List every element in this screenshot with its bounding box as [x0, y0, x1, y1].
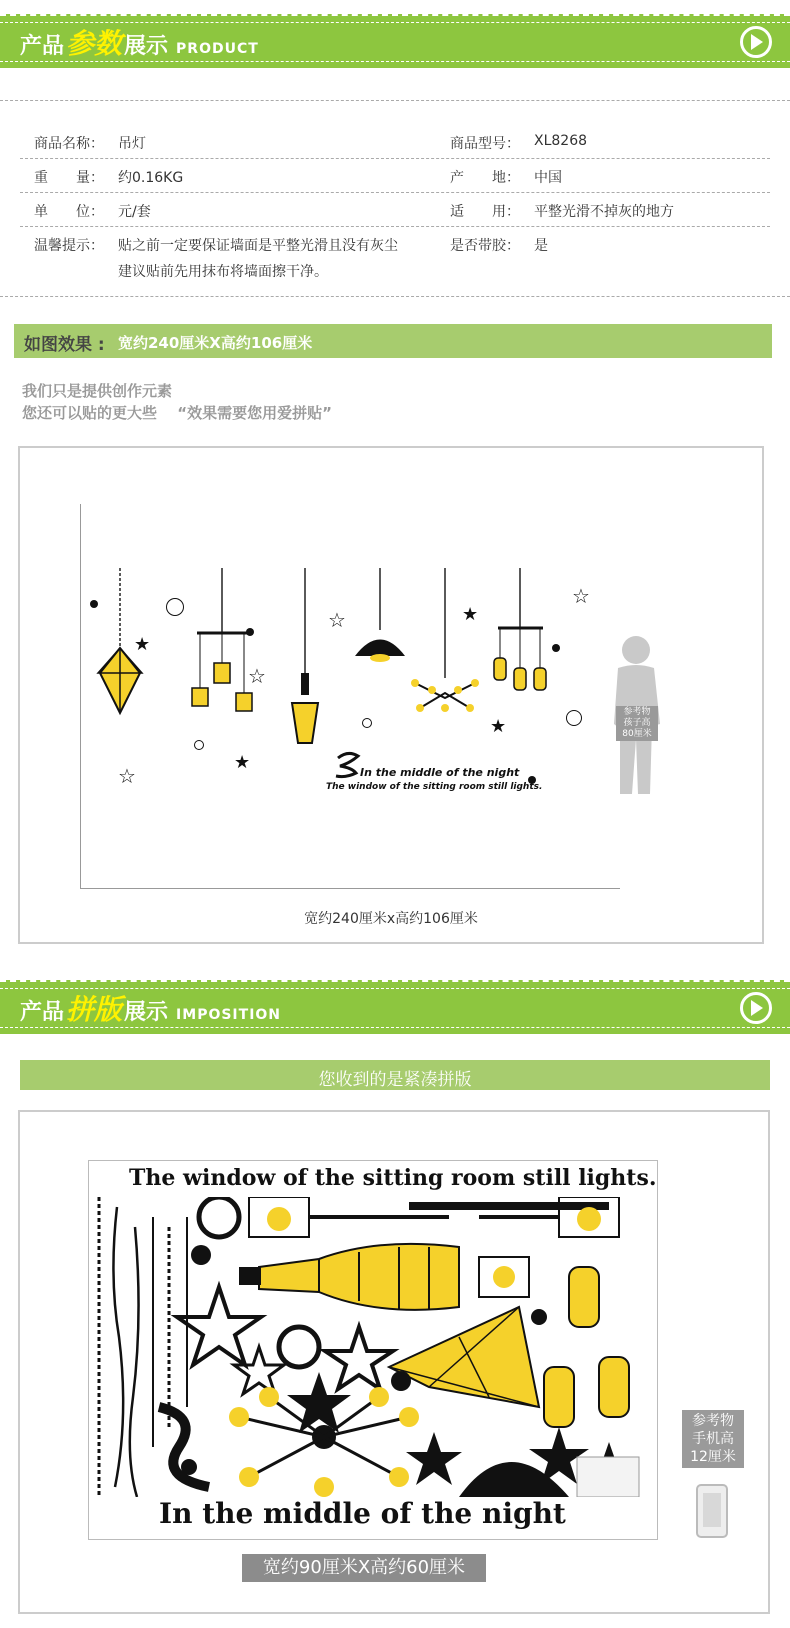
banner-title-highlight: 拼版 — [66, 993, 123, 1026]
spec-label: 重 量： — [34, 170, 104, 186]
banner-title-english: IMPOSITION — [176, 1007, 282, 1023]
sheet-bottom-text: In the middle of the night — [159, 1497, 566, 1530]
star-outline-icon: ☆ — [118, 764, 136, 788]
star-icon: ★ — [134, 634, 151, 655]
divider — [0, 100, 790, 101]
spec-label: 单 位： — [34, 204, 104, 220]
imposition-size-caption: 宽约90厘米X高约60厘米 — [242, 1554, 486, 1582]
star-icon: ★ — [234, 752, 251, 773]
reference-line: 80厘米 — [622, 729, 652, 739]
effect-image-frame — [18, 446, 764, 944]
spec-value: 贴之前一定要保证墙面是平整光滑且没有灰尘 — [118, 238, 398, 254]
effect-bar-label: 如图效果 : — [24, 335, 105, 355]
spec-row — [20, 226, 770, 286]
sticker-elements-illustration — [89, 1197, 657, 1497]
effect-bar-size: 宽约240厘米X高约106厘米 — [118, 334, 313, 352]
next-arrow-icon[interactable] — [740, 26, 772, 58]
spec-value: 中国 — [534, 170, 562, 186]
spec-label: 是否带胶： — [450, 238, 520, 254]
sheet-top-text: The window of the sitting room still lights. — [129, 1165, 657, 1191]
spec-row — [20, 124, 770, 159]
spec-value: 元/套 — [118, 204, 151, 220]
sticker-sheet — [88, 1160, 658, 1540]
spec-label: 温馨提示： — [34, 238, 104, 254]
imposition-banner — [0, 980, 790, 1034]
reference-line: 参考物 — [623, 707, 651, 717]
spec-row — [20, 192, 770, 227]
spec-row — [20, 158, 770, 193]
chandelier-decal-illustration — [80, 568, 640, 848]
imposition-bar — [20, 1060, 770, 1090]
spec-value: XL8268 — [534, 133, 588, 149]
reference-line: 参考物 — [692, 1413, 734, 1429]
banner-title-prefix: 产品 — [20, 1000, 65, 1025]
phone-icon — [696, 1484, 728, 1538]
star-outline-icon: ☆ — [572, 584, 590, 608]
spec-label: 商品型号： — [450, 136, 520, 152]
ring-icon — [166, 598, 184, 616]
reference-line: 12厘米 — [690, 1449, 736, 1465]
reference-line: 手机高 — [692, 1431, 734, 1447]
spec-value: 吊灯 — [118, 136, 146, 152]
banner-title-suffix: 展示 — [124, 1000, 169, 1025]
spec-value: 平整光滑不掉灰的地方 — [534, 204, 674, 220]
divider — [0, 296, 790, 297]
effect-size-caption: 宽约240厘米x高约106厘米 — [304, 911, 478, 927]
phone-reference-label — [682, 1410, 744, 1468]
star-icon: ★ — [490, 716, 507, 737]
ring-icon — [566, 710, 582, 726]
dot-icon — [552, 644, 560, 652]
dot-icon — [246, 628, 254, 636]
imposition-image-frame — [18, 1110, 770, 1614]
imposition-bar-text: 您收到的是紧凑拼版 — [318, 1070, 472, 1090]
effect-bar — [14, 324, 772, 358]
banner-title — [20, 988, 281, 1028]
spec-label: 产 地： — [450, 170, 520, 186]
banner-title-highlight: 参数 — [66, 27, 123, 60]
ring-icon — [362, 718, 372, 728]
child-reference-label — [616, 706, 658, 741]
product-params-banner — [0, 14, 790, 68]
star-icon: ★ — [462, 604, 479, 625]
banner-title — [20, 22, 259, 62]
spec-value: 约0.16KG — [118, 170, 184, 186]
dot-icon — [90, 600, 98, 608]
floor-line — [80, 888, 620, 889]
spec-value: 是 — [534, 238, 548, 254]
ring-icon — [194, 740, 204, 750]
banner-title-prefix: 产品 — [20, 34, 65, 59]
decal-quote-line1: In the middle of the night — [360, 766, 520, 779]
next-arrow-icon[interactable] — [740, 992, 772, 1024]
spec-value-line2: 建议贴前先用抹布将墙面擦干净。 — [118, 264, 328, 280]
effect-note-line2: 您还可以贴的更大些 “效果需要您用爱拼贴” — [22, 404, 332, 422]
banner-title-english: PRODUCT — [176, 41, 259, 57]
star-outline-icon: ☆ — [248, 664, 266, 688]
banner-title-suffix: 展示 — [124, 34, 169, 59]
decal-quote-line2: The window of the sitting room still lights. — [326, 782, 543, 792]
star-outline-icon: ☆ — [328, 608, 346, 632]
effect-note-line1: 我们只是提供创作元素 — [22, 382, 173, 400]
reference-line: 孩子高 — [623, 718, 651, 728]
spec-label: 适 用： — [450, 204, 520, 220]
spec-label: 商品名称： — [34, 136, 104, 152]
